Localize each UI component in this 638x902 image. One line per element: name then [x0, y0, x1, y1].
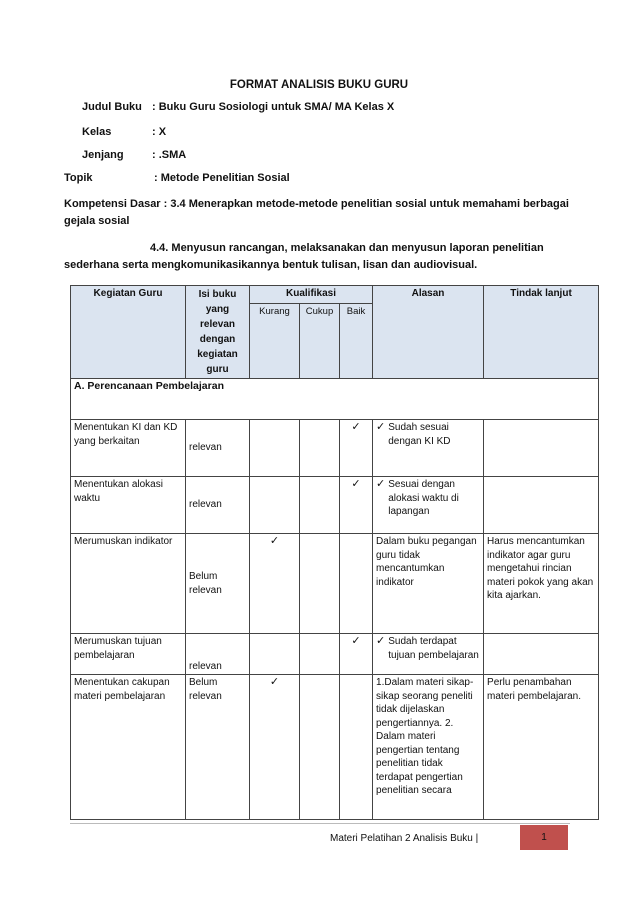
footer-divider [70, 823, 570, 824]
header-kegiatan: Kegiatan Guru [71, 286, 186, 379]
cell-isi: relevan [186, 477, 250, 534]
cell-tindak: Harus mencantumkan indikator agar guru mengetahui rincian materi pokok yang akan kita ajarkan. [484, 534, 599, 634]
alasan-text: Sudah sesuai dengan KI KD [388, 422, 451, 447]
header-tindak-lanjut: Tindak lanjut [484, 286, 599, 379]
cell-alasan: Dalam buku pegangan guru tidak mencantumkan indikator [373, 534, 484, 634]
cell-kurang [250, 420, 300, 477]
cell-isi: relevan [186, 420, 250, 477]
cell-baik [340, 420, 373, 477]
check-icon: ✓ [376, 421, 386, 433]
check-icon: ✓ [269, 676, 280, 688]
cell-baik [340, 534, 373, 634]
check-icon: ✓ [351, 478, 361, 490]
cell-tindak [484, 420, 599, 477]
meta-label-topik: Topik [64, 172, 93, 184]
cell-isi: Belum relevan [186, 675, 250, 820]
table-row [71, 675, 599, 820]
cell-cukup [300, 420, 340, 477]
meta-value-jenjang: : .SMA [152, 149, 187, 161]
cell-tindak [484, 477, 599, 534]
section-perencanaan: A. Perencanaan Pembelajaran [71, 379, 599, 420]
cell-alasan [373, 634, 484, 675]
cell-baik [340, 477, 373, 534]
header-isi-buku: Isi buku yang relevan dengan kegiatan guru [186, 286, 250, 379]
cell-kurang [250, 675, 300, 820]
kd-line-1: Kompetensi Dasar : 3.4 Menerapkan metode-metode penelitian sosial untuk memahami berbagai [64, 198, 569, 210]
table-row [71, 534, 599, 634]
table-row [71, 477, 599, 534]
meta-label-kelas: Kelas [82, 126, 112, 138]
kd-line-3: 4.4. Menyusun rancangan, melaksanakan dan menyusun laporan penelitian [150, 242, 544, 254]
cell-kegiatan: Merumuskan tujuan pembelajaran [71, 634, 186, 675]
meta-value-judul: : Buku Guru Sosiologi untuk SMA/ MA Kelas X [152, 101, 395, 113]
cell-tindak [484, 634, 599, 675]
header-cukup: Cukup [300, 303, 340, 378]
cell-kegiatan: Merumuskan indikator [71, 534, 186, 634]
header-kurang: Kurang [250, 303, 300, 378]
meta-label-jenjang: Jenjang [82, 149, 124, 161]
header-alasan: Alasan [373, 286, 484, 379]
cell-tindak: Perlu penambahan materi pembelajaran. [484, 675, 599, 820]
page-number: 1 [520, 825, 568, 850]
cell-baik [340, 675, 373, 820]
header-baik: Baik [340, 303, 373, 378]
header-kualifikasi: Kualifikasi [250, 286, 373, 304]
check-icon: ✓ [269, 535, 280, 547]
footer-text: Materi Pelatihan 2 Analisis Buku | [330, 833, 479, 844]
kd-line-2: gejala sosial [64, 215, 130, 227]
check-icon: ✓ [351, 635, 361, 647]
cell-cukup [300, 534, 340, 634]
cell-isi: relevan [186, 634, 250, 675]
cell-cukup [300, 477, 340, 534]
cell-alasan [373, 477, 484, 534]
meta-value-kelas: : X [152, 126, 167, 138]
alasan-text: Sudah terdapat tujuan pembelajaran [388, 636, 479, 661]
cell-kurang [250, 477, 300, 534]
table-row [71, 420, 599, 477]
cell-kurang [250, 634, 300, 675]
document-title: FORMAT ANALISIS BUKU GURU [229, 79, 409, 91]
cell-cukup [300, 634, 340, 675]
cell-kurang [250, 534, 300, 634]
cell-cukup [300, 675, 340, 820]
cell-baik [340, 634, 373, 675]
cell-alasan [373, 420, 484, 477]
cell-kegiatan: Menentukan KI dan KD yang berkaitan [71, 420, 186, 477]
analysis-table [70, 285, 599, 820]
cell-kegiatan: Menentukan cakupan materi pembelajaran [71, 675, 186, 820]
alasan-text: Sesuai dengan alokasi waktu di lapangan [388, 479, 459, 517]
kd-line-4: sederhana serta mengkomunikasikannya bentuk tulisan, lisan dan audiovisual. [64, 259, 478, 271]
check-icon: ✓ [376, 635, 386, 647]
table-row [71, 634, 599, 675]
cell-kegiatan: Menentukan alokasi waktu [71, 477, 186, 534]
cell-alasan: 1.Dalam materi sikap-sikap seorang peneliti tidak dijelaskan pengertiannya. 2. Dalam materi pengertian tentang penelitian tidak terdapat pengertian penelitian secara [373, 675, 484, 820]
cell-isi: Belum relevan [186, 534, 250, 634]
meta-label-judul: Judul Buku [82, 101, 142, 113]
meta-value-topik: : Metode Penelitian Sosial [154, 172, 290, 184]
check-icon: ✓ [376, 478, 386, 490]
check-icon: ✓ [351, 421, 361, 433]
